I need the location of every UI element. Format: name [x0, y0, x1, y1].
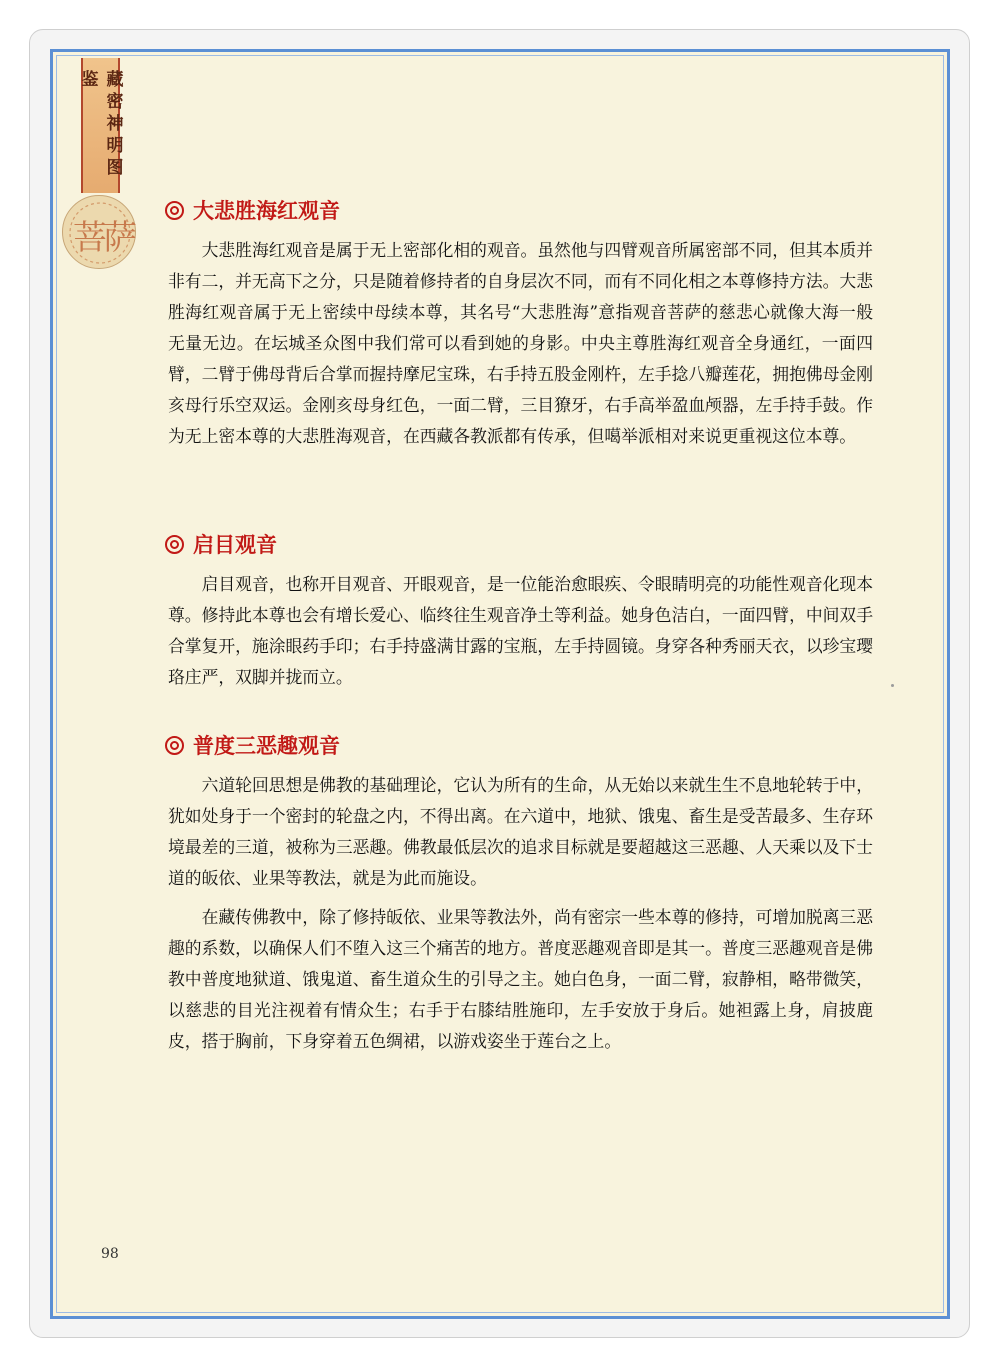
paragraph: 大悲胜海红观音是属于无上密部化相的观音。虽然他与四臂观音所属密部不同，但其本质并非有二，并无高下之分，只是随着修持者的自身层次不同，而有不同化相之本尊修持方法。大悲胜海红观音属于无上密续中母续本尊，其名号“大悲胜海”意指观音菩萨的慈悲心就像大海一般无量无边。在坛城圣众图中我们常可以看到她的身影。中央主尊胜海红观音全身通红，一面四臂，二臂于佛母背后合掌而握持摩尼宝珠，右手持五股金刚杵，左手捻八瓣莲花，拥抱佛母金刚亥母行乐空双运。金刚亥母身红色，一面二臂，三目獠牙，右手高举盈血颅器，左手持手鼓。作为无上密本尊的大悲胜海观音，在西藏各教派都有传承，但噶举派相对来说更重视这位本尊。	[168, 240, 873, 446]
side-tab	[77, 58, 123, 193]
bullseye-icon	[165, 535, 184, 554]
section-heading-1	[165, 195, 340, 225]
paragraph: 在藏传佛教中，除了修持皈依、业果等教法外，尚有密宗一些本尊的修持，可增加脱离三恶趣的系数，以确保人们不堕入这三个痛苦的地方。普度恶趣观音即是其一。普度三恶趣观音是佛教中普度地狱道、饿鬼道、畜生道众生的引导之主。她白色身，一面二臂，寂静相，略带微笑，以慈悲的目光注视着有情众生；右手于右膝结胜施印，左手安放于身后。她袒露上身，肩披鹿皮，搭于胸前，下身穿着五色绸裙，以游戏姿坐于莲台之上。	[168, 907, 873, 1051]
bullseye-icon	[165, 736, 184, 755]
seal-emblem	[62, 195, 136, 269]
page-number: 98	[101, 1246, 119, 1262]
paper-speck	[891, 684, 894, 687]
side-tab-label: 藏密神明图鉴	[77, 70, 123, 180]
section-title: 大悲胜海红观音	[193, 199, 340, 223]
paragraph: 六道轮回思想是佛教的基础理论，它认为所有的生命，从无始以来就生生不息地轮转于中，犹如处身于一个密封的轮盘之内，不得出离。在六道中，地狱、饿鬼、畜生是受苦最多、生存环境最差的三道，被称为三恶趣。佛教最低层次的追求目标就是要超越这三恶趣、人天乘以及下士道的皈依、业果等教法，就是为此而施设。	[168, 775, 873, 888]
book-page	[50, 49, 950, 1319]
paragraph: 启目观音，也称开目观音、开眼观音，是一位能治愈眼疾、令眼睛明亮的功能性观音化现本尊。修持此本尊也会有增长爱心、临终往生观音净土等利益。她身色洁白，一面四臂，中间双手合掌复开，施涂眼药手印；右手持盛满甘露的宝瓶，左手持圆镜。身穿各种秀丽天衣，以珍宝璎珞庄严，双脚并拢而立。	[168, 574, 873, 687]
section-heading-2	[165, 529, 277, 559]
bullseye-icon	[165, 201, 184, 220]
section-heading-3	[165, 730, 340, 760]
seal-text: 菩萨	[73, 218, 133, 258]
section-title: 普度三恶趣观音	[193, 734, 340, 758]
section-title: 启目观音	[193, 533, 277, 557]
